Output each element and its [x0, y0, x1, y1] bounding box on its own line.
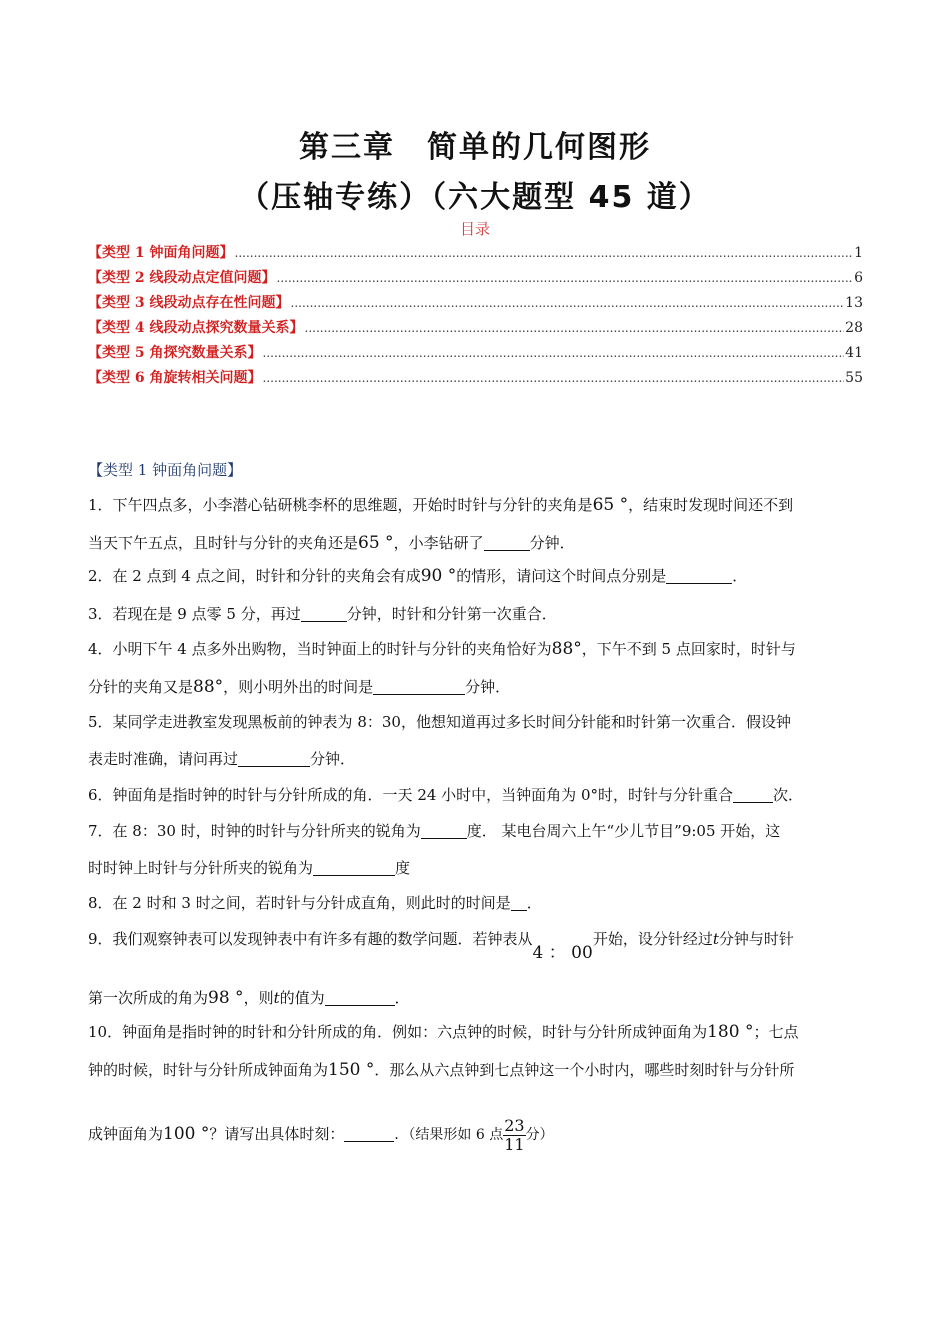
text: 2．在 2 点到 4 点之间，时针和分针的夹角会有成	[88, 567, 421, 585]
question-1-line-1	[88, 495, 868, 515]
answer-blank[interactable]	[666, 567, 732, 584]
question-7-line-2	[88, 858, 868, 878]
text: ；七点	[753, 1023, 799, 1041]
chapter-subtitle: （压轴专练）（六大题型 45 道）	[239, 180, 711, 215]
question-5-line-2	[88, 749, 868, 769]
answer-blank[interactable]	[733, 786, 773, 803]
toc-leader-dots	[263, 371, 845, 385]
text: 钟的时候，时针与分针所成钟面角为	[88, 1061, 329, 1079]
toc-leader-dots	[263, 346, 845, 360]
section-heading: 【类型 1 钟面角问题】	[88, 461, 243, 479]
math-angle: 90 °	[420, 566, 457, 586]
question-5-line-1	[88, 712, 868, 732]
text: ．（结果形如 6 点	[394, 1127, 504, 1143]
text: 分钟．	[465, 678, 511, 696]
toc-leader-dots	[235, 246, 854, 260]
text: 分）	[525, 1127, 554, 1143]
question-9-line-1	[88, 929, 868, 963]
text: 分钟．	[310, 750, 356, 768]
question-8	[88, 893, 868, 913]
text: ，则	[243, 989, 274, 1007]
toc-entry-page: 55	[845, 370, 863, 386]
answer-blank[interactable]	[238, 750, 310, 767]
table-of-contents	[88, 242, 863, 392]
text: ．	[394, 989, 410, 1007]
answer-blank[interactable]	[301, 605, 347, 622]
math-fraction	[503, 1117, 525, 1154]
math-variable: t	[273, 989, 280, 1007]
toc-heading: 目录	[459, 220, 490, 238]
toc-entry[interactable]	[88, 267, 863, 292]
text: 第一次所成的角为	[88, 989, 209, 1007]
toc-entry[interactable]	[88, 242, 863, 267]
toc-entry[interactable]	[88, 292, 863, 317]
toc-entry-label: 【类型 6 角旋转相关问题】	[88, 370, 262, 386]
math-angle: 88°	[551, 639, 582, 659]
text: ．那么从六点钟到七点钟这一个小时内，哪些时刻时针与分针所	[374, 1061, 795, 1079]
text: ？请写出具体时刻：	[209, 1125, 345, 1143]
fraction-numerator: 23	[504, 1115, 525, 1135]
text: 的情形，请问这个时间点分别是	[456, 567, 667, 585]
toc-entry-page: 28	[845, 320, 863, 336]
question-1-line-2	[88, 533, 868, 553]
answer-blank[interactable]	[484, 534, 530, 551]
text: 分钟，时针和分针第一次重合．	[346, 605, 557, 623]
toc-entry-label: 【类型 1 钟面角问题】	[88, 245, 234, 261]
toc-entry-label: 【类型 3 线段动点存在性问题】	[88, 295, 290, 311]
math-angle: 65 °	[358, 533, 394, 553]
question-4-line-1	[88, 639, 868, 659]
toc-entry-label: 【类型 2 线段动点定值问题】	[88, 270, 276, 286]
answer-blank[interactable]	[421, 822, 467, 839]
answer-blank[interactable]	[373, 678, 465, 695]
fraction-denominator: 11	[504, 1134, 525, 1154]
toc-entry-label: 【类型 4 线段动点探究数量关系】	[88, 320, 304, 336]
question-3	[88, 604, 868, 624]
question-2	[88, 566, 868, 586]
toc-leader-dots	[277, 271, 854, 285]
text: 8．在 2 时和 3 时之间，若时针与分针成直角，则此时的时间是	[88, 894, 511, 912]
text: 分钟．	[529, 534, 575, 552]
text: 开始，设分针经过	[592, 930, 713, 948]
math-angle: 98 °	[208, 988, 244, 1008]
text: ．	[526, 894, 542, 912]
math-angle: 65 °	[592, 495, 629, 515]
text: 的值为	[279, 989, 325, 1007]
math-angle: 150 °	[328, 1060, 375, 1080]
text: 度	[395, 859, 411, 877]
toc-entry-page: 6	[854, 270, 863, 286]
text: 1．下午四点多，小李潜心钻研桃李杯的思维题，开始时时针与分针的夹角是	[88, 496, 593, 514]
text: 4．小明下午 4 点多外出购物，当时钟面上的时针与分针的夹角恰好为	[88, 640, 552, 658]
answer-blank[interactable]	[313, 859, 395, 876]
toc-leader-dots	[305, 321, 845, 335]
question-10-line-1	[88, 1022, 868, 1042]
answer-blank[interactable]	[344, 1125, 394, 1142]
toc-entry-page: 1	[854, 245, 863, 261]
text: 9．我们观察钟表可以发现钟表中有许多有趣的数学问题．若钟表从	[88, 930, 533, 948]
math-angle: 100 °	[163, 1124, 210, 1144]
toc-leader-dots	[291, 296, 845, 310]
answer-blank[interactable]	[511, 894, 527, 911]
text: ．	[732, 567, 748, 585]
text: 5．某同学走进教室发现黑板前的钟表为 8：30，他想知道再过多长时间分针能和时针第一次重合．假设钟	[88, 713, 791, 731]
question-6	[88, 785, 868, 805]
question-7-line-1	[88, 821, 868, 841]
toc-entry[interactable]	[88, 342, 863, 367]
text: 3．若现在是 9 点零 5 分，再过	[88, 605, 301, 623]
text: ，结束时发现时间还不到	[628, 496, 794, 514]
text: 10．钟面角是指时钟的时针和分针所成的角．例如：六点钟的时候，时针与分针所成钟面角为	[88, 1023, 708, 1041]
question-4-line-2	[88, 677, 868, 697]
answer-blank[interactable]	[325, 989, 395, 1006]
math-angle: 88°	[193, 677, 224, 697]
toc-entry[interactable]	[88, 367, 863, 392]
text: 成钟面角为	[88, 1125, 164, 1143]
text: 分针的夹角又是	[88, 678, 194, 696]
toc-entry-label: 【类型 5 角探究数量关系】	[88, 345, 262, 361]
question-10-line-3	[88, 1112, 868, 1156]
text: 6．钟面角是指时钟的时针与分针所成的角．一天 24 小时中，当钟面角为 0°时，时针与分针重合	[88, 786, 733, 804]
question-10-line-2	[88, 1060, 868, 1080]
toc-entry-page: 13	[845, 295, 863, 311]
text: 当天下午五点，且时针与分针的夹角还是	[88, 534, 359, 552]
question-9-line-2	[88, 988, 868, 1008]
text: ，小李钻研了	[393, 534, 484, 552]
text: 时时钟上时针与分针所夹的锐角为	[88, 859, 314, 877]
toc-entry[interactable]	[88, 317, 863, 342]
chapter-title: 第三章 简单的几何图形	[299, 130, 651, 165]
text: 度． 某电台周六上午“少儿节目”9:05 开始，这	[466, 822, 781, 840]
text: 分钟与时针	[718, 930, 794, 948]
text: 次．	[772, 786, 803, 804]
math-time: 4 ： 00	[532, 943, 593, 963]
text: 7．在 8：30 时，时钟的时针与分针所夹的锐角为	[88, 822, 421, 840]
text: 表走时准确，请问再过	[88, 750, 239, 768]
math-angle: 180 °	[707, 1022, 754, 1042]
toc-entry-page: 41	[845, 345, 863, 361]
text: ，则小明外出的时间是	[223, 678, 374, 696]
text: ，下午不到 5 点回家时，时针与	[581, 640, 796, 658]
math-variable: t	[712, 930, 719, 948]
